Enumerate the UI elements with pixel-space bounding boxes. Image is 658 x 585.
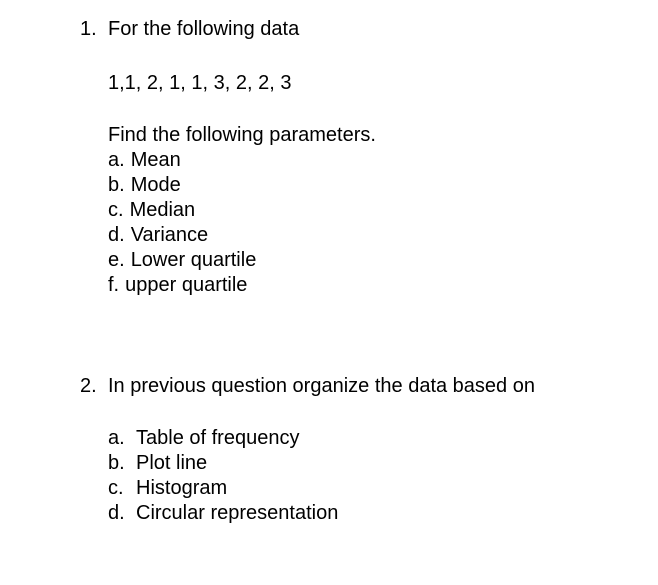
list-item-letter: b. <box>108 452 125 474</box>
question-2-text: In previous question organize the data based on <box>108 375 535 397</box>
list-item-letter: c. <box>108 477 124 499</box>
list-item-variance <box>108 223 376 248</box>
question-2-number: 2. <box>80 375 97 397</box>
organize-list <box>108 426 338 526</box>
parameter-list <box>108 148 376 298</box>
list-item-circular-representation <box>108 501 338 526</box>
list-item-mean <box>108 148 376 173</box>
list-item-letter: d. <box>108 502 125 524</box>
list-item-letter: b. <box>108 174 125 196</box>
question-1-instruction: Find the following parameters. <box>108 124 376 146</box>
list-item-histogram <box>108 476 338 501</box>
list-item-plot-line <box>108 451 338 476</box>
list-item-lower-quartile <box>108 248 376 273</box>
question-1-body <box>108 123 376 298</box>
question-1-number: 1. <box>80 18 97 40</box>
list-item-label: Circular representation <box>136 502 339 524</box>
list-item-label: Table of frequency <box>136 427 300 449</box>
list-item-label: upper quartile <box>125 274 248 296</box>
list-item-label: Lower quartile <box>130 249 257 271</box>
list-item-mode <box>108 173 376 198</box>
data-values: 1,1, 2, 1, 1, 3, 2, 2, 3 <box>108 72 292 94</box>
list-item-label: Mean <box>130 149 181 171</box>
list-item-letter: a. <box>108 149 125 171</box>
question-2-heading <box>80 375 535 398</box>
list-item-letter: f. <box>108 274 120 296</box>
list-item-letter: c. <box>108 199 124 221</box>
question-1-heading <box>80 18 299 41</box>
list-item-label: Median <box>129 199 196 221</box>
list-item-letter: e. <box>108 249 125 271</box>
list-item-label: Histogram <box>136 477 228 499</box>
question-1-text: For the following data <box>108 18 300 40</box>
list-item-label: Plot line <box>136 452 208 474</box>
list-item-table-of-frequency <box>108 426 338 451</box>
list-item-median <box>108 198 376 223</box>
list-item-letter: d. <box>108 224 125 246</box>
list-item-letter: a. <box>108 427 125 449</box>
list-item-upper-quartile <box>108 273 376 298</box>
list-item-label: Mode <box>130 174 181 196</box>
list-item-label: Variance <box>130 224 209 246</box>
